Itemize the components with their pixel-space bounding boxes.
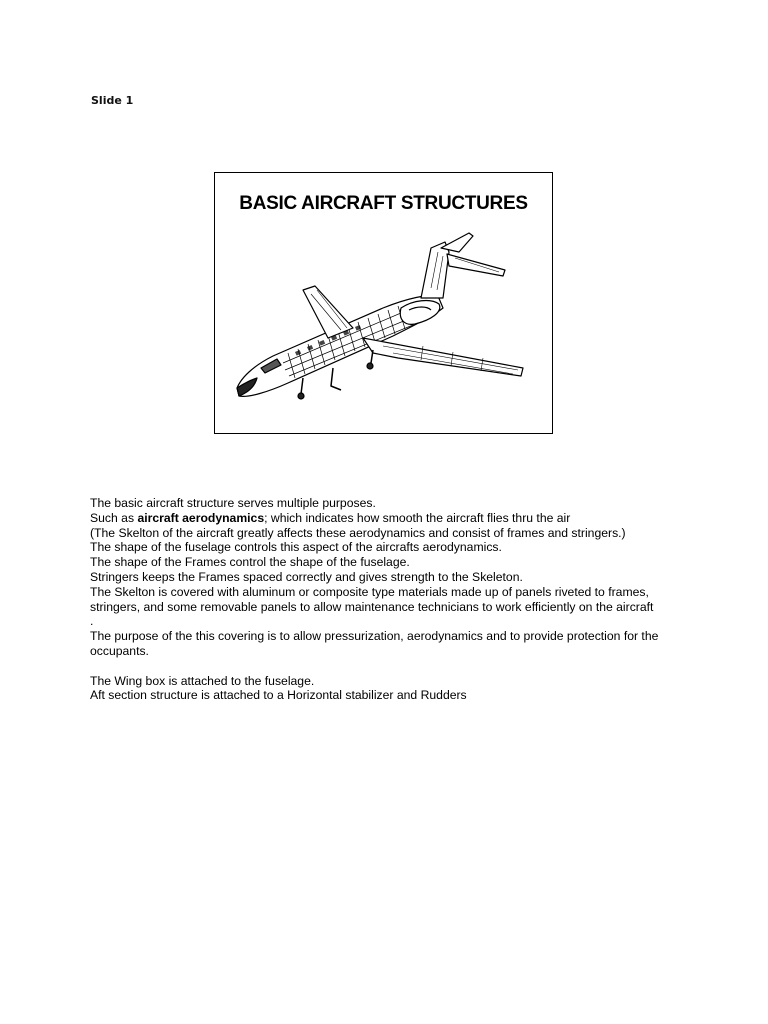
text-fragment: Such as: [90, 510, 138, 525]
bold-term: aircraft aerodynamics: [137, 510, 265, 525]
slide-title: BASIC AIRCRAFT STRUCTURES: [239, 193, 528, 214]
text-line: stringers, and some removable panels to allow maintenance technicians to work efficiently on the aircraft: [90, 599, 654, 614]
text-line: Stringers keeps the Frames spaced correctly and gives strength to the Skeleton.: [90, 569, 523, 584]
text-line: occupants.: [90, 643, 149, 658]
text-line: Aft section structure is attached to a Horizontal stabilizer and Rudders: [90, 688, 467, 703]
text-line: The basic aircraft structure serves multiple purposes.: [90, 496, 376, 510]
slide-label: Slide 1: [91, 94, 134, 107]
text-line: The purpose of the this covering is to allow pressurization, aerodynamics and to provide protection for the: [90, 629, 659, 644]
text-line: (The Skelton of the aircraft greatly affects these aerodynamics and consist of frames and stringers.): [90, 525, 626, 540]
text-line: The Wing box is attached to the fuselage.: [90, 673, 315, 688]
text-line: The shape of the Frames control the shape of the fuselage.: [90, 555, 410, 570]
aircraft-cutaway-illustration: [233, 228, 533, 413]
text-line: The Skelton is covered with aluminum or composite type materials made up of panels riveted to frames,: [90, 584, 649, 599]
text-line: [90, 511, 690, 526]
text-line: The shape of the fuselage controls this aspect of the aircrafts aerodynamics.: [90, 540, 502, 555]
text-line: .: [90, 614, 94, 629]
paragraph-gap: [90, 659, 690, 674]
text-fragment: ; which indicates how smooth the aircraft flies thru the air: [264, 510, 571, 525]
slide-frame: [214, 172, 553, 434]
body-text: [90, 496, 690, 703]
